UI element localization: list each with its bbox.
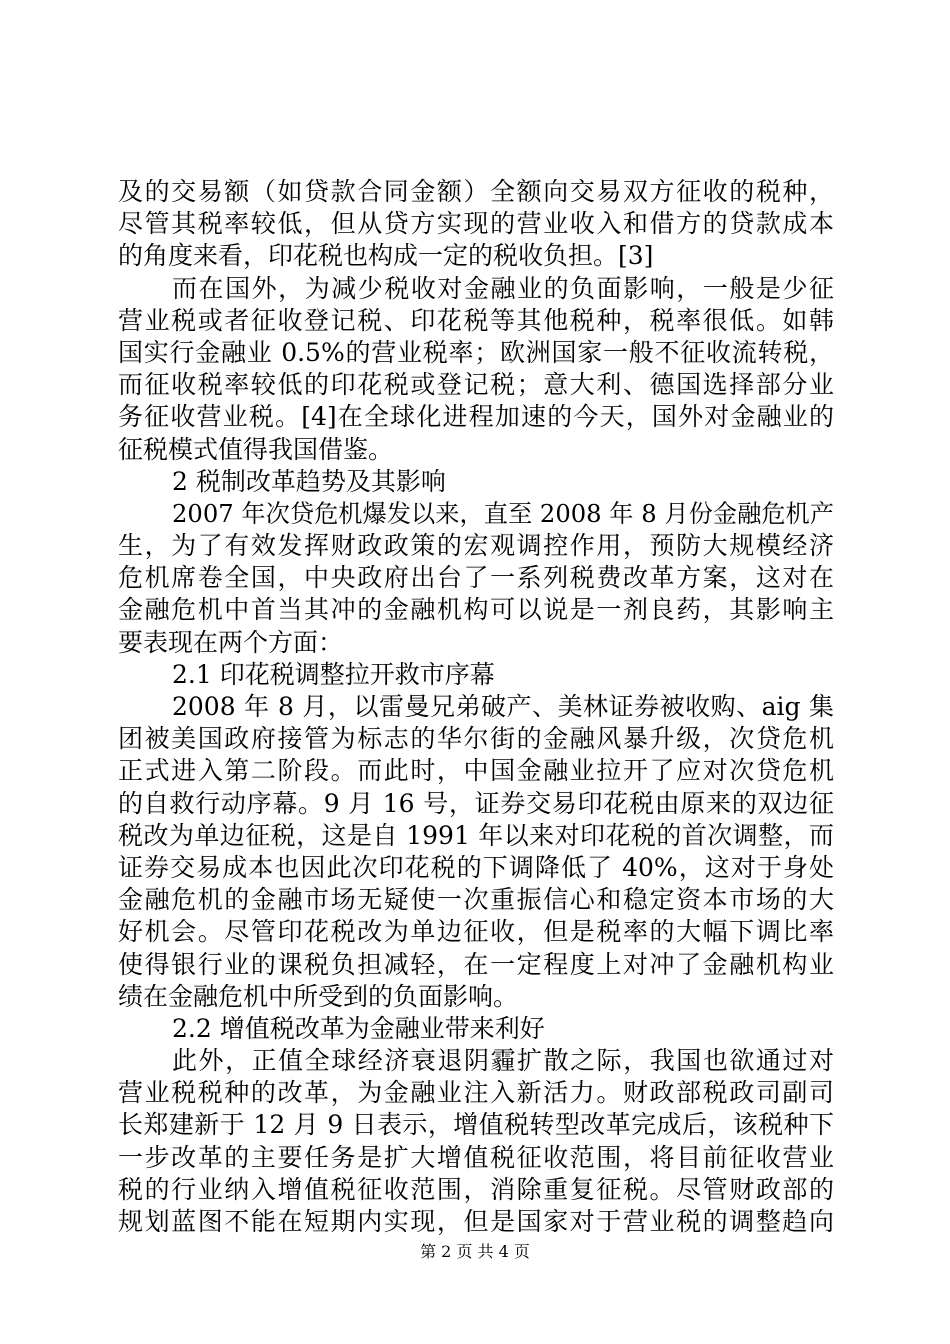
text-line: 使得银行业的课税负担减轻，在一定程度上对冲了金融机构业 bbox=[118, 949, 834, 979]
text-line: 的角度来看，印花税也构成一定的税收负担。[3] bbox=[118, 241, 654, 271]
text-line: 的自救行动序幕。9 月 16 号，证券交易印花税由原来的双边征 bbox=[118, 788, 834, 818]
text-line: 2007 年次贷危机爆发以来，直至 2008 年 8 月份金融危机产 bbox=[172, 499, 834, 528]
text-line: 2 税制改革趋势及其影响 bbox=[172, 466, 446, 496]
text-line: 2.1 印花税调整拉开救市序幕 bbox=[172, 659, 495, 689]
text-line: 而征收税率较低的印花税或登记税；意大利、德国选择部分业 bbox=[118, 370, 834, 400]
text-line: 要表现在两个方面： bbox=[118, 627, 344, 657]
text-line: 及的交易额（如贷款合同金额）全额向交易双方征收的税种， bbox=[118, 177, 834, 206]
text-line: 营业税税种的改革，为金融业注入新活力。财政部税政司副司 bbox=[118, 1078, 834, 1108]
body-text bbox=[118, 176, 834, 1238]
text-line: 务征收营业税。[4]在全球化进程加速的今天，国外对金融业的 bbox=[118, 402, 834, 432]
text-line: 规划蓝图不能在短期内实现，但是国家对于营业税的调整趋向 bbox=[118, 1207, 834, 1236]
text-line: 团被美国政府接管为标志的华尔街的金融风暴升级，次贷危机 bbox=[118, 724, 834, 754]
text-line: 而在国外，为减少税收对金融业的负面影响，一般是少征 bbox=[172, 273, 834, 303]
text-line: 危机席卷全国，中央政府出台了一系列税费改革方案，这对在 bbox=[118, 563, 834, 593]
page-footer: 第 2 页 共 4 页 bbox=[420, 1242, 530, 1261]
text-line: 国实行金融业 0.5%的营业税率；欧洲国家一般不征收流转税， bbox=[118, 337, 834, 367]
text-line: 征税模式值得我国借鉴。 bbox=[118, 434, 394, 464]
text-line: 税的行业纳入增值税征收范围，消除重复征税。尽管财政部的 bbox=[118, 1174, 834, 1204]
text-line: 生，为了有效发挥财政政策的宏观调控作用，预防大规模经济 bbox=[118, 531, 834, 561]
text-line: 正式进入第二阶段。而此时，中国金融业拉开了应对次贷危机 bbox=[118, 756, 834, 786]
text-line: 税改为单边征税，这是自 1991 年以来对印花税的首次调整，而 bbox=[118, 820, 834, 850]
text-line: 尽管其税率较低，但从贷方实现的营业收入和借方的贷款成本 bbox=[118, 209, 834, 239]
text-line: 金融危机的金融市场无疑使一次重振信心和稳定资本市场的大 bbox=[118, 885, 834, 915]
text-line: 证券交易成本也因此次印花税的下调降低了 40%，这对于身处 bbox=[118, 852, 834, 882]
text-line: 营业税或者征收登记税、印花税等其他税种，税率很低。如韩 bbox=[118, 305, 834, 335]
text-line: 绩在金融危机中所受到的负面影响。 bbox=[118, 981, 519, 1011]
text-line: 2.2 增值税改革为金融业带来利好 bbox=[172, 1013, 545, 1043]
text-line: 2008 年 8 月，以雷曼兄弟破产、美林证券被收购、aig 集 bbox=[172, 692, 834, 721]
text-line: 好机会。尽管印花税改为单边征收，但是税率的大幅下调比率 bbox=[118, 917, 834, 947]
text-line: 长郑建新于 12 月 9 日表示，增值税转型改革完成后，该税种下 bbox=[118, 1110, 834, 1140]
text-line: 此外，正值全球经济衰退阴霾扩散之际，我国也欲通过对 bbox=[172, 1046, 834, 1076]
text-line: 金融危机中首当其冲的金融机构可以说是一剂良药，其影响主 bbox=[118, 595, 834, 625]
text-line: 一步改革的主要任务是扩大增值税征收范围，将目前征收营业 bbox=[118, 1142, 834, 1172]
